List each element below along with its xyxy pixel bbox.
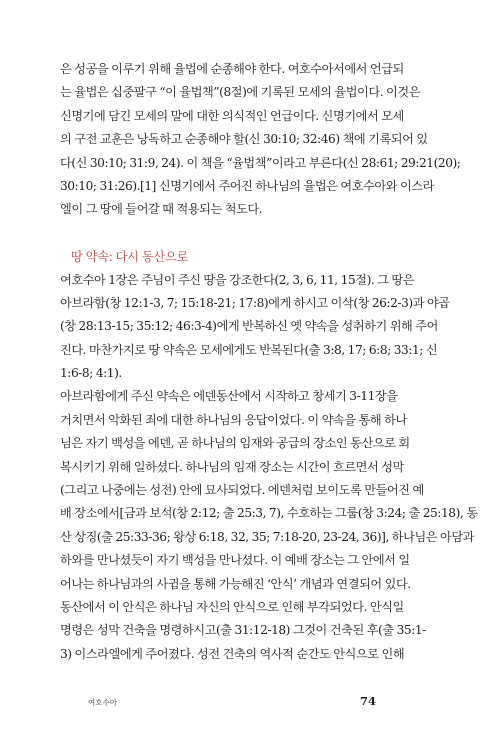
text-line: 복시키기 위해 일하셨다. 하나님의 임재 장소는 시간이 흐르면서 성막 xyxy=(60,459,404,474)
text-line: 신명기에 담긴 모세의 말에 대한 의식적인 언급이다. 신명기에서 모세 xyxy=(60,108,404,123)
text-line: 1:6-8; 4:1). xyxy=(60,366,122,381)
text-line: 3) 이스라엘에게 주어졌다. 성전 건축의 역사적 순간도 안식으로 인해 xyxy=(60,646,405,661)
text-line: 는 율법은 십중팔구 “이 율법책”(8절)에 기록된 모세의 율법이다. 이것은 xyxy=(60,85,421,100)
page-number: 74 xyxy=(360,694,377,708)
text-line: 산 상징(출 25:33-36; 왕상 6:18, 32, 35; 7:18-20, 23-24, 36)], 하나님은 아담과 xyxy=(60,529,474,544)
text-line: 배 장소에서[금과 보석(창 2:12; 출 25:3, 7), 수호하는 그룹(창 3:24; 출 25:18), 동 xyxy=(60,506,478,521)
text-line: 여호수아 1장은 주님이 주신 땅을 강조한다(2, 3, 6, 11, 15절). 그 땅은 xyxy=(60,272,415,287)
body-text xyxy=(60,58,478,666)
text-line: 동산에서 이 안식은 하나님 자신의 안식으로 인해 부각되었다. 안식일 xyxy=(60,599,404,614)
text-line: 어나는 하나님과의 사귐을 통해 가능해진 ‘안식’ 개념과 연결되어 있다. xyxy=(60,576,411,591)
text-line: 명령은 성막 건축을 명령하시고(출 31:12-18) 그것이 건축된 후(출 35:1- xyxy=(60,623,426,638)
text-line: (창 28:13-15; 35:12; 46:3-4)에게 반복하신 옛 약속을 성취하기 위해 주어 xyxy=(60,319,438,334)
text-line: 은 성공을 이루기 위해 율법에 순종해야 한다. 여호수아서에서 언급되 xyxy=(60,62,404,76)
text-line: 의 구전 교훈은 낭독하고 순종해야 할(신 30:10; 32:46) 책에 기록되어 있 xyxy=(60,132,428,147)
text-line: 엘이 그 땅에 들어갈 때 적용되는 척도다. xyxy=(60,202,263,217)
text-line: 거치면서 악화된 죄에 대한 하나님의 응답이었다. 이 약속을 통해 하나 xyxy=(60,412,407,427)
text-line: 다(신 30:10; 31:9, 24). 이 책을 “율법책”이라고 부른다(신 28:61; 29:21(20); xyxy=(60,155,461,170)
text-line: 하와를 만나셨듯이 자기 백성을 만나셨다. 이 예배 장소는 그 안에서 일 xyxy=(60,553,410,568)
text-line: (그리고 나중에는 성전) 안에 묘사되었다. 에덴처럼 보이도록 만들어진 예 xyxy=(60,483,424,498)
page-footer xyxy=(0,694,500,711)
running-head: 여호수아 xyxy=(88,698,117,707)
text-line: 30:10; 31:26).[1] 신명기에서 주어진 하나님의 율법은 여호수아와 이스라 xyxy=(60,178,434,193)
text-line: 진다. 마찬가지로 땅 약속은 모세에게도 반복된다(출 3:8, 17; 6:8; 33:1; 신 xyxy=(60,342,438,357)
section-heading: 땅 약속: 다시 동산으로 xyxy=(71,249,189,265)
paragraph-gap xyxy=(60,222,432,245)
text-line: 님은 자기 백성을 에덴, 곧 하나님의 임재와 공급의 장소인 동산으로 회 xyxy=(60,436,410,451)
text-line: 아브라함에게 주신 약속은 에덴동산에서 시작하고 창세기 3-11장을 xyxy=(60,389,398,404)
text-line: 아브라함(창 12:1-3, 7; 15:18-21; 17:8)에게 하시고 이삭(창 26:2-3)과 야곱 xyxy=(60,295,450,310)
